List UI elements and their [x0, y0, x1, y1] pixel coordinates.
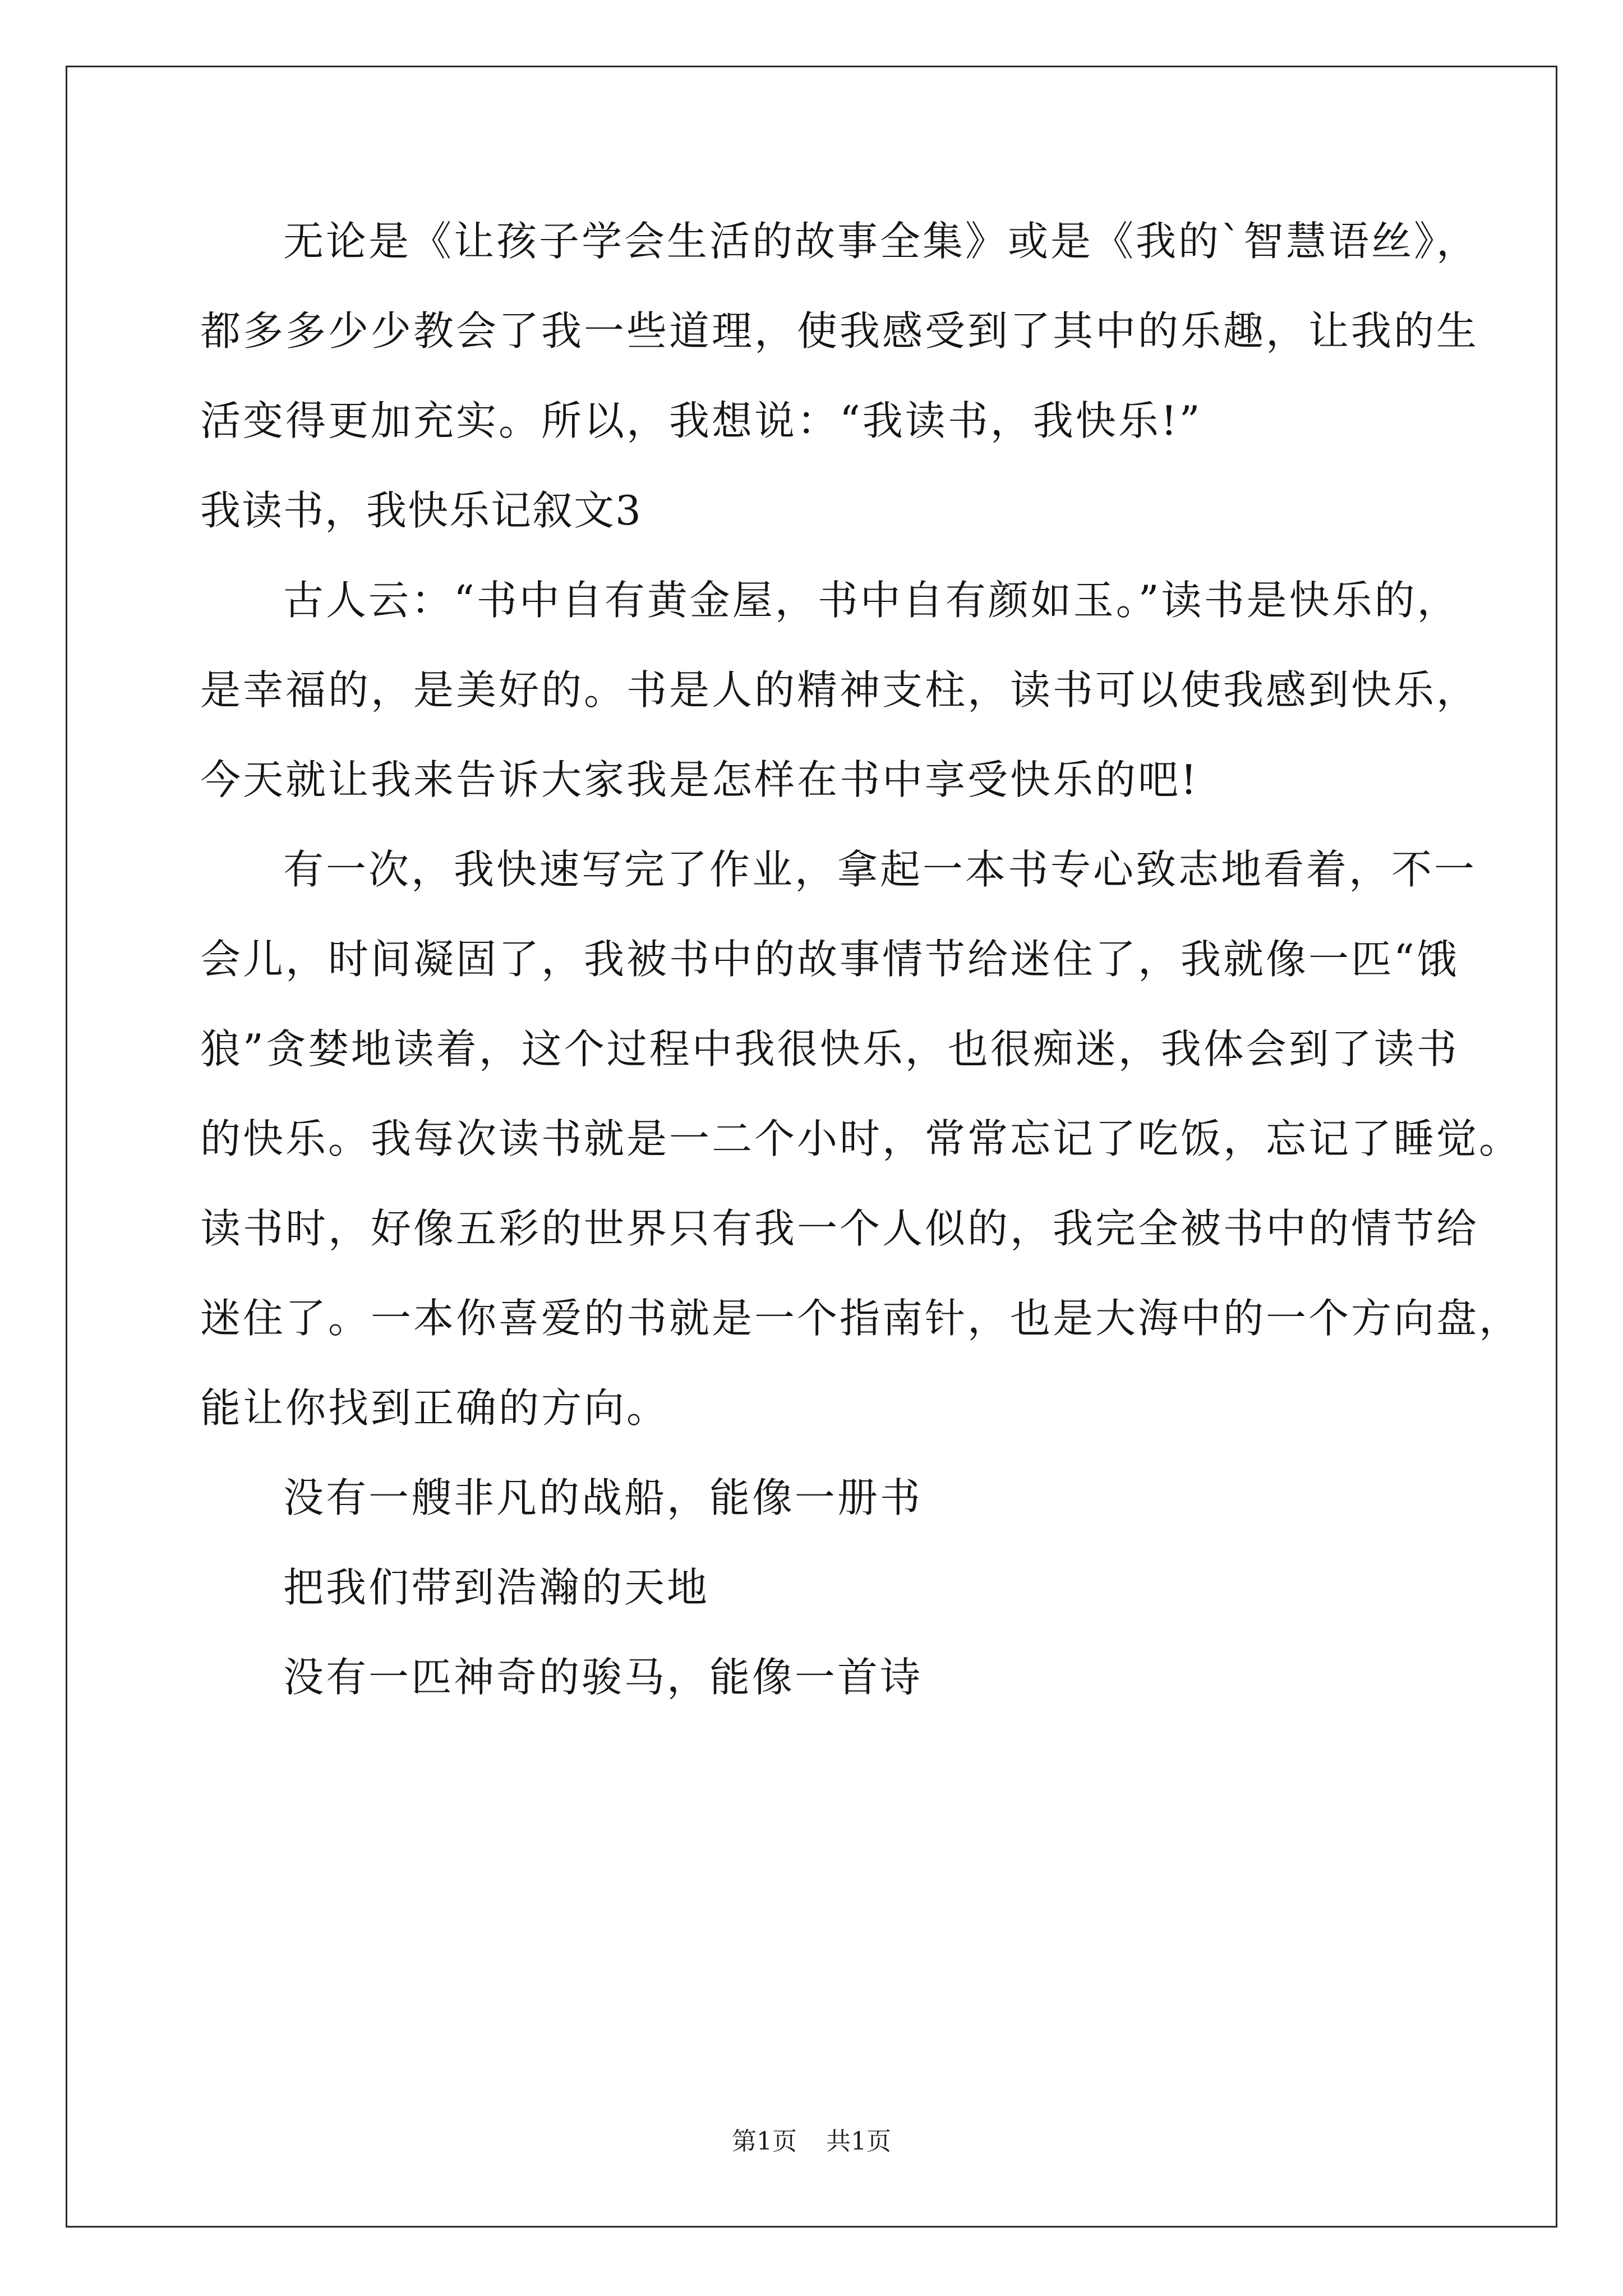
paragraph-2-line-2: 是幸福的，是美好的。书是人的精神支柱，读书可以使我感到快乐，	[200, 666, 1479, 714]
poem-line-2: 把我们带到浩瀚的天地	[283, 1564, 710, 1611]
paragraph-1-line-2: 都多多少少教会了我一些道理，使我感受到了其中的乐趣，让我的生	[200, 307, 1479, 355]
paragraph-3-line-4: 的快乐。我每次读书就是一二个小时，常常忘记了吃饭，忘记了睡觉。	[200, 1115, 1522, 1162]
paragraph-3-line-2: 会儿，时间凝固了，我被书中的故事情节给迷住了，我就像一匹“饿	[200, 936, 1459, 983]
paragraph-1-line-3: 活变得更加充实。所以，我想说：“我读书，我快乐!”	[200, 397, 1202, 444]
paragraph-2-line-1: 古人云：“书中自有黄金屋，书中自有颜如玉。”读书是快乐的，	[283, 577, 1460, 624]
paragraph-3-line-5: 读书时，好像五彩的世界只有我一个人似的，我完全被书中的情节给	[200, 1205, 1479, 1252]
page-total: 共1页	[826, 2127, 891, 2156]
poem-line-3: 没有一匹神奇的骏马，能像一首诗	[283, 1654, 923, 1701]
paragraph-3-line-6: 迷住了。一本你喜爱的书就是一个指南针，也是大海中的一个方向盘，	[200, 1295, 1522, 1342]
poem-line-1: 没有一艘非凡的战船，能像一册书	[283, 1474, 923, 1521]
page-number: 第1页	[732, 2127, 797, 2156]
paragraph-3-line-7: 能让你找到正确的方向。	[200, 1384, 670, 1432]
paragraph-2-line-3: 今天就让我来告诉大家我是怎样在书中享受快乐的吧!	[200, 756, 1199, 803]
section-heading: 我读书，我快乐记叙文3	[200, 487, 642, 534]
paragraph-3-line-1: 有一次，我快速写完了作业，拿起一本书专心致志地看着，不一	[283, 846, 1477, 893]
paragraph-1-line-1: 无论是《让孩子学会生活的故事全集》或是《我的`智慧语丝》，	[283, 218, 1479, 265]
paragraph-3-line-3: 狼”贪婪地读着，这个过程中我很快乐，也很痴迷，我体会到了读书	[200, 1025, 1459, 1073]
page-footer	[0, 2125, 1623, 2159]
